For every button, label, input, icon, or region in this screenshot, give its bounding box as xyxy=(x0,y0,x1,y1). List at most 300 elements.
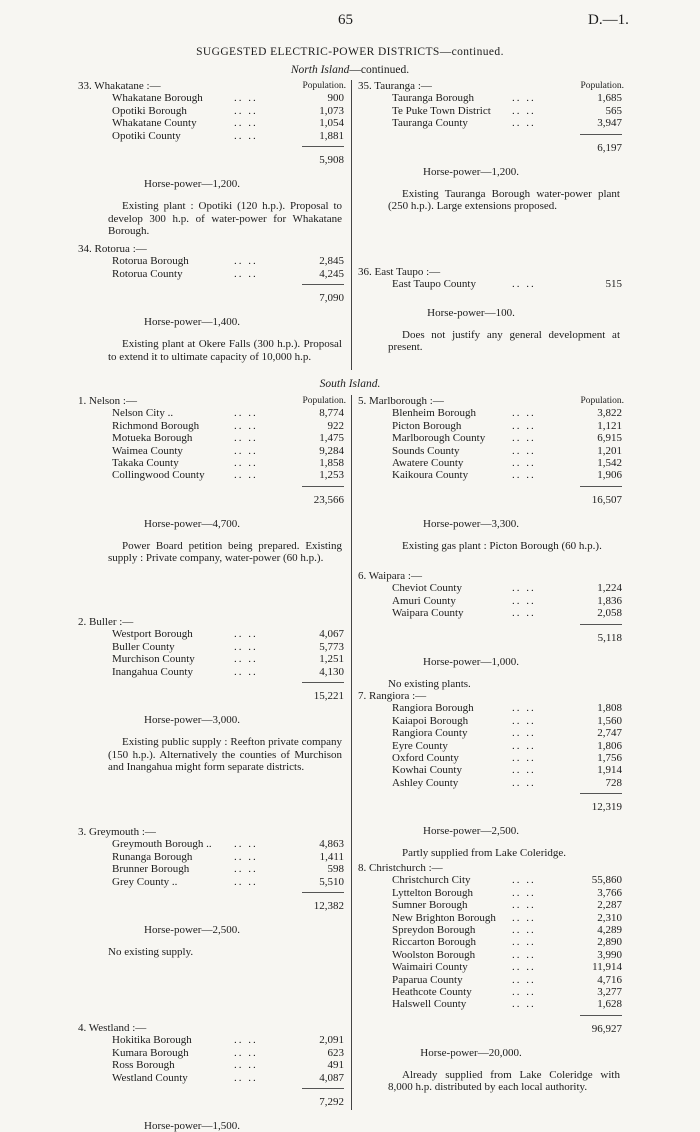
locality-name: Inangahua County xyxy=(112,665,193,678)
locality-name: Waimairi County xyxy=(392,961,468,974)
population-value: 1,836 xyxy=(597,594,622,607)
population-value: 1,808 xyxy=(597,702,622,715)
population-value: 4,067 xyxy=(319,628,344,641)
locality-name: Murchison County xyxy=(112,653,195,666)
population-row xyxy=(78,876,346,888)
leader-dots: .. .. xyxy=(512,948,536,961)
locality-name: Sumner Borough xyxy=(392,899,468,912)
population-value: 1,685 xyxy=(597,92,622,105)
leader-dots: .. .. xyxy=(512,92,536,105)
locality-name: Oxford County xyxy=(392,751,459,764)
leader-dots: .. .. xyxy=(234,469,258,482)
leader-dots: .. .. xyxy=(512,582,536,595)
population-value: 1,073 xyxy=(319,104,344,117)
locality-name: Rotorua County xyxy=(112,267,183,280)
locality-name: Rotorua Borough xyxy=(112,255,189,268)
population-row xyxy=(78,863,346,875)
population-value: 4,716 xyxy=(597,973,622,986)
horse-power: Horse-power—1,500. xyxy=(144,1120,240,1132)
population-row xyxy=(358,407,624,419)
population-value: 565 xyxy=(605,104,622,117)
population-row xyxy=(358,105,624,117)
district-heading: 33. Whakatane :— xyxy=(78,80,161,92)
leader-dots: .. .. xyxy=(512,776,536,789)
population-row xyxy=(358,727,624,739)
district-greymouth xyxy=(78,826,346,958)
leader-dots: .. .. xyxy=(234,267,258,280)
leader-dots: .. .. xyxy=(512,899,536,912)
population-value: 2,747 xyxy=(597,727,622,740)
district-note: Partly supplied from Lake Coleridge. xyxy=(402,847,567,860)
locality-name: Runanga Borough xyxy=(112,850,193,863)
locality-name: Collingwood County xyxy=(112,469,205,482)
leader-dots: .. .. xyxy=(512,727,536,740)
population-row xyxy=(78,838,346,850)
population-value: 2,091 xyxy=(319,1034,344,1047)
population-value: 1,054 xyxy=(319,117,344,130)
leader-dots: .. .. xyxy=(512,607,536,620)
district-tauranga xyxy=(358,80,624,213)
population-value: 1,881 xyxy=(319,129,344,142)
horse-power: Horse-power—3,000. xyxy=(144,714,240,726)
district-heading: 1. Nelson :— xyxy=(78,395,137,407)
district-note: No existing supply. xyxy=(108,946,194,958)
leader-dots: .. .. xyxy=(234,1034,258,1047)
horse-power: Horse-power—4,700. xyxy=(144,517,240,530)
population-column-header: Population. xyxy=(302,81,346,91)
page-title: SUGGESTED ELECTRIC-POWER DISTRICTS—continued. xyxy=(196,46,504,58)
district-nelson xyxy=(78,395,346,565)
locality-name: Kumara Borough xyxy=(112,1046,189,1059)
population-value: 598 xyxy=(327,863,344,876)
district-whakatane xyxy=(78,80,346,238)
population-value: 55,860 xyxy=(591,874,622,887)
population-value: 3,277 xyxy=(597,985,622,998)
locality-name: Rangiora County xyxy=(392,727,468,740)
locality-name: Opotiki Borough xyxy=(112,104,187,117)
population-value: 2,890 xyxy=(597,936,622,949)
population-total: 96,927 xyxy=(591,1022,622,1035)
population-row xyxy=(358,92,624,104)
leader-dots: .. .. xyxy=(512,104,536,117)
locality-name: Ross Borough xyxy=(112,1059,175,1072)
locality-name: East Taupo County xyxy=(392,278,476,291)
population-value: 1,560 xyxy=(597,714,622,727)
population-total: 6,197 xyxy=(597,141,622,154)
locality-name: Tauranga Borough xyxy=(392,92,475,105)
district-marlborough xyxy=(358,395,624,552)
population-row xyxy=(358,777,624,789)
leader-dots: .. .. xyxy=(234,863,258,876)
horse-power: Horse-power—2,500. xyxy=(144,924,240,936)
total-rule xyxy=(302,146,344,147)
leader-dots: .. .. xyxy=(234,628,258,641)
leader-dots: .. .. xyxy=(234,129,258,142)
leader-dots: .. .. xyxy=(512,998,536,1011)
population-row xyxy=(358,582,624,594)
locality-name: Lyttelton Borough xyxy=(392,886,473,899)
leader-dots: .. .. xyxy=(512,874,536,887)
locality-name: Westport Borough xyxy=(112,628,193,641)
population-row xyxy=(78,105,346,117)
population-total: 5,908 xyxy=(319,154,344,166)
locality-name: Awatere County xyxy=(392,456,464,469)
leader-dots: .. .. xyxy=(512,594,536,607)
leader-dots: .. .. xyxy=(234,117,258,130)
locality-name: Kaiapoi Borough xyxy=(392,714,469,727)
leader-dots: .. .. xyxy=(512,714,536,727)
population-row xyxy=(358,469,624,481)
population-row xyxy=(78,432,346,444)
population-row xyxy=(78,445,346,457)
locality-name: Richmond Borough xyxy=(112,419,200,432)
locality-name: Nelson City .. xyxy=(112,407,174,420)
locality-name: Kaikoura County xyxy=(392,469,469,482)
population-value: 4,130 xyxy=(319,665,344,678)
total-rule xyxy=(580,486,622,487)
horse-power: Horse-power—1,400. xyxy=(144,316,240,329)
population-value: 1,253 xyxy=(319,469,344,482)
district-waipara xyxy=(358,570,624,690)
population-row xyxy=(358,899,624,911)
horse-power: Horse-power—1,200. xyxy=(144,178,240,190)
locality-name: Ashley County xyxy=(392,776,459,789)
population-row xyxy=(358,607,624,619)
leader-dots: .. .. xyxy=(234,407,258,420)
leader-dots: .. .. xyxy=(234,92,258,105)
locality-name: Amuri County xyxy=(392,594,456,607)
population-value: 1,121 xyxy=(597,419,622,432)
district-heading: 8. Christchurch :— xyxy=(358,862,443,874)
locality-name: Takaka County xyxy=(112,456,179,469)
district-buller xyxy=(78,616,346,774)
population-value: 1,914 xyxy=(597,764,622,777)
locality-name: Blenheim Borough xyxy=(392,407,477,420)
population-value: 1,542 xyxy=(597,456,622,469)
locality-name: Buller County xyxy=(112,640,175,653)
population-value: 1,224 xyxy=(597,582,622,595)
column-divider-south xyxy=(351,395,352,1110)
locality-name: Picton Borough xyxy=(392,419,462,432)
locality-name: Marlborough County xyxy=(392,432,486,445)
population-value: 1,906 xyxy=(597,469,622,482)
locality-name: Motueka Borough xyxy=(112,432,193,445)
population-value: 8,774 xyxy=(319,407,344,420)
population-value: 4,245 xyxy=(319,267,344,280)
locality-name: Rangiora Borough xyxy=(392,702,474,715)
locality-name: Waimea County xyxy=(112,444,183,457)
population-row xyxy=(78,117,346,129)
population-row xyxy=(358,457,624,469)
leader-dots: .. .. xyxy=(512,936,536,949)
district-note: No existing plants. xyxy=(388,677,471,690)
total-rule xyxy=(580,624,622,625)
population-row xyxy=(78,1034,346,1046)
district-heading: 35. Tauranga :— xyxy=(358,80,432,92)
leader-dots: .. .. xyxy=(512,456,536,469)
district-note: Existing Tauranga Borough water-power plant (250 h.p.). Large extensions proposed. xyxy=(388,187,620,213)
locality-name: Christchurch City xyxy=(392,874,471,887)
population-value: 4,289 xyxy=(597,923,622,936)
population-row xyxy=(358,445,624,457)
horse-power: Horse-power—1,200. xyxy=(423,165,519,178)
locality-name: Halswell County xyxy=(392,998,467,1011)
leader-dots: .. .. xyxy=(512,751,536,764)
population-row xyxy=(358,117,624,129)
total-rule xyxy=(580,134,622,135)
population-total: 12,319 xyxy=(591,801,622,814)
population-column-header: Population. xyxy=(302,396,346,406)
locality-name: Cheviot County xyxy=(392,582,462,595)
page-number: 65 xyxy=(338,12,353,28)
population-row xyxy=(78,653,346,665)
population-row xyxy=(78,407,346,419)
locality-name: Grey County .. xyxy=(112,875,178,888)
population-row xyxy=(78,1072,346,1084)
population-row xyxy=(78,469,346,481)
population-row xyxy=(78,666,346,678)
district-heading: 5. Marlborough :— xyxy=(358,395,444,407)
district-heading: 4. Westland :— xyxy=(78,1022,147,1034)
locality-name: Sounds County xyxy=(392,444,460,457)
leader-dots: .. .. xyxy=(512,444,536,457)
population-row xyxy=(78,420,346,432)
district-note: Existing gas plant : Picton Borough (60 h.p.). xyxy=(402,539,602,552)
population-row xyxy=(358,949,624,961)
population-value: 728 xyxy=(605,776,622,789)
leader-dots: .. .. xyxy=(512,702,536,715)
locality-name: Tauranga County xyxy=(392,117,468,130)
district-heading: 2. Buller :— xyxy=(78,616,134,628)
total-rule xyxy=(302,682,344,683)
population-value: 922 xyxy=(327,419,344,432)
population-value: 3,990 xyxy=(597,948,622,961)
population-value: 1,806 xyxy=(597,739,622,752)
district-christchurch xyxy=(358,862,624,1094)
population-value: 1,411 xyxy=(319,850,344,863)
district-easttaupo xyxy=(358,266,624,354)
locality-name: Spreydon Borough xyxy=(392,923,476,936)
population-value: 491 xyxy=(327,1059,344,1072)
horse-power: Horse-power—1,000. xyxy=(423,655,519,668)
leader-dots: .. .. xyxy=(234,875,258,888)
locality-name: Westland County xyxy=(112,1071,188,1084)
district-heading: 6. Waipara :— xyxy=(358,570,422,582)
leader-dots: .. .. xyxy=(234,444,258,457)
locality-name: New Brighton Borough xyxy=(392,911,496,924)
district-note: Already supplied from Lake Coleridge with 8,000 h.p. distributed by each local authority. xyxy=(388,1068,620,1094)
population-total: 7,292 xyxy=(319,1096,344,1108)
population-value: 900 xyxy=(327,92,344,105)
population-value: 1,858 xyxy=(319,456,344,469)
population-value: 2,287 xyxy=(597,899,622,912)
north-island-heading xyxy=(0,64,700,76)
total-rule xyxy=(302,1088,344,1089)
population-row xyxy=(78,641,346,653)
horse-power: Horse-power—20,000. xyxy=(420,1046,522,1059)
leader-dots: .. .. xyxy=(512,923,536,936)
leader-dots: .. .. xyxy=(512,278,536,291)
locality-name: Paparua County xyxy=(392,973,463,986)
population-row xyxy=(78,851,346,863)
total-rule xyxy=(302,284,344,285)
locality-name: Te Puke Town District xyxy=(392,104,491,117)
population-row xyxy=(78,1047,346,1059)
population-row xyxy=(358,936,624,948)
population-row xyxy=(358,702,624,714)
population-value: 4,087 xyxy=(319,1071,344,1084)
population-total: 15,221 xyxy=(313,690,344,702)
horse-power: Horse-power—100. xyxy=(427,306,515,319)
north-island-label: North Island xyxy=(290,64,350,76)
leader-dots: .. .. xyxy=(234,255,258,268)
leader-dots: .. .. xyxy=(512,961,536,974)
population-value: 3,822 xyxy=(597,407,622,420)
population-value: 2,845 xyxy=(319,255,344,268)
population-value: 1,251 xyxy=(319,653,344,666)
district-note: Does not justify any general development at present. xyxy=(388,328,620,354)
leader-dots: .. .. xyxy=(512,985,536,998)
leader-dots: .. .. xyxy=(512,407,536,420)
population-total: 23,566 xyxy=(313,493,344,506)
leader-dots: .. .. xyxy=(234,665,258,678)
district-note: Existing public supply : Reefton private company (150 h.p.). Alternatively the counties of Murchison and Inangahua might form separate districts. xyxy=(108,736,342,774)
leader-dots: .. .. xyxy=(234,1059,258,1072)
population-value: 3,766 xyxy=(597,886,622,899)
leader-dots: .. .. xyxy=(234,419,258,432)
locality-name: Kowhai County xyxy=(392,764,462,777)
leader-dots: .. .. xyxy=(512,117,536,130)
population-value: 4,863 xyxy=(319,838,344,851)
district-rotorua xyxy=(78,243,346,363)
population-value: 2,058 xyxy=(597,607,622,620)
population-value: 1,475 xyxy=(319,432,344,445)
population-row xyxy=(358,595,624,607)
district-heading: 3. Greymouth :— xyxy=(78,826,156,838)
population-row xyxy=(78,1059,346,1071)
district-heading: 7. Rangiora :— xyxy=(358,690,427,702)
locality-name: Heathcote County xyxy=(392,985,472,998)
leader-dots: .. .. xyxy=(512,432,536,445)
population-value: 5,510 xyxy=(319,875,344,888)
population-row xyxy=(358,974,624,986)
document-reference: D.—1. xyxy=(588,12,629,28)
locality-name: Brunner Borough xyxy=(112,863,190,876)
locality-name: Waipara County xyxy=(392,607,464,620)
population-value: 1,628 xyxy=(597,998,622,1011)
leader-dots: .. .. xyxy=(512,469,536,482)
locality-name: Eyre County xyxy=(392,739,448,752)
population-row xyxy=(358,752,624,764)
leader-dots: .. .. xyxy=(512,764,536,777)
leader-dots: .. .. xyxy=(234,653,258,666)
leader-dots: .. .. xyxy=(512,973,536,986)
leader-dots: .. .. xyxy=(512,419,536,432)
population-row xyxy=(358,924,624,936)
district-note: Power Board petition being prepared. Existing supply : Private company, water-power (60 h.p.). xyxy=(108,539,342,565)
population-value: 9,284 xyxy=(319,444,344,457)
leader-dots: .. .. xyxy=(512,911,536,924)
leader-dots: .. .. xyxy=(234,838,258,851)
population-row xyxy=(78,130,346,142)
population-column-header: Population. xyxy=(580,81,624,91)
total-rule xyxy=(302,892,344,893)
locality-name: Whakatane Borough xyxy=(112,92,203,105)
locality-name: Whakatane County xyxy=(112,117,197,130)
leader-dots: .. .. xyxy=(234,1071,258,1084)
population-row xyxy=(78,628,346,640)
total-rule xyxy=(302,486,344,487)
horse-power: Horse-power—3,300. xyxy=(423,517,519,530)
leader-dots: .. .. xyxy=(234,1046,258,1059)
district-heading: 36. East Taupo :— xyxy=(358,266,441,278)
population-row xyxy=(358,986,624,998)
population-total: 5,118 xyxy=(597,631,622,644)
population-row xyxy=(358,432,624,444)
population-row xyxy=(358,912,624,924)
population-row xyxy=(358,420,624,432)
population-value: 2,310 xyxy=(597,911,622,924)
population-total: 7,090 xyxy=(319,292,344,305)
population-total: 16,507 xyxy=(591,493,622,506)
column-divider-north xyxy=(351,80,352,370)
leader-dots: .. .. xyxy=(234,850,258,863)
population-total: 12,382 xyxy=(313,900,344,912)
population-row xyxy=(358,764,624,776)
population-row xyxy=(78,92,346,104)
leader-dots: .. .. xyxy=(234,640,258,653)
population-row xyxy=(358,874,624,886)
population-row xyxy=(358,740,624,752)
population-row xyxy=(358,278,624,290)
district-note: Existing plant at Okere Falls (300 h.p.). Proposal to extend it to ultimate capacity of 10,000 h.p. xyxy=(108,338,342,363)
population-row xyxy=(358,961,624,973)
locality-name: Woolston Borough xyxy=(392,948,476,961)
population-value: 515 xyxy=(605,278,622,291)
district-westland xyxy=(78,1022,346,1132)
horse-power: Horse-power—2,500. xyxy=(423,825,519,838)
leader-dots: .. .. xyxy=(234,432,258,445)
population-value: 6,915 xyxy=(597,432,622,445)
district-note: Existing plant : Opotiki (120 h.p.). Proposal to develop 300 h.p. of water-power for Whakatane Borough. xyxy=(108,200,342,238)
total-rule xyxy=(580,793,622,794)
population-value: 11,914 xyxy=(592,961,622,974)
locality-name: Greymouth Borough .. xyxy=(112,838,212,851)
population-row xyxy=(358,715,624,727)
population-value: 3,947 xyxy=(597,117,622,130)
south-island-heading: South Island. xyxy=(319,378,381,390)
locality-name: Hokitika Borough xyxy=(112,1034,192,1047)
leader-dots: .. .. xyxy=(234,104,258,117)
population-row xyxy=(78,457,346,469)
population-row xyxy=(358,887,624,899)
population-value: 1,756 xyxy=(597,751,622,764)
district-rangiora xyxy=(358,690,624,860)
locality-name: Riccarton Borough xyxy=(392,936,477,949)
population-row xyxy=(78,268,346,280)
population-row xyxy=(358,998,624,1010)
population-value: 5,773 xyxy=(319,640,344,653)
total-rule xyxy=(580,1015,622,1016)
population-value: 1,201 xyxy=(597,444,622,457)
north-island-suffix: —continued. xyxy=(349,64,410,76)
population-value: 623 xyxy=(327,1046,344,1059)
locality-name: Opotiki County xyxy=(112,129,181,142)
population-row xyxy=(78,255,346,267)
leader-dots: .. .. xyxy=(512,886,536,899)
district-heading: 34. Rotorua :— xyxy=(78,243,147,255)
leader-dots: .. .. xyxy=(234,456,258,469)
